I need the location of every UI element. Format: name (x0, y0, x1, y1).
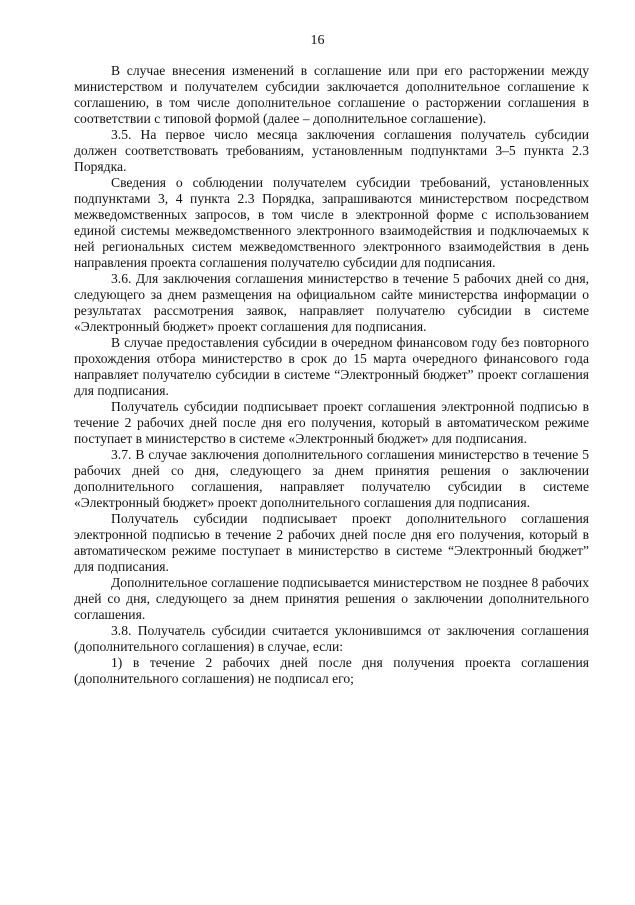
paragraph-next-financial-year: В случае предоставления субсидии в очередном финансовом году без повторного прохождения отбора министерство в срок до 15 марта очередного финансового года направляет получателю субсидии в системе “Электронный бюджет” проект соглашения для подписания. (74, 335, 589, 398)
paragraph-recipient-signs-amendment: Получатель субсидии подписывает проект дополнительного соглашения электронной подписью в течение 2 рабочих дней после дня его получения, который в автоматическом режиме поступает в министерство в системе “Электронный бюджет” для подписания. (74, 511, 589, 574)
paragraph-ministry-signs-amendment: Дополнительное соглашение подписывается министерством не позднее 8 рабочих дней со дня, следующего за днем принятия решения о заключении дополнительного соглашения. (74, 575, 589, 622)
document-body (74, 63, 589, 687)
paragraph-3-8: 3.8. Получатель субсидии считается уклонившимся от заключения соглашения (дополнительного соглашения) в случае, если: (74, 623, 589, 654)
paragraph-3-8-item-1: 1) в течение 2 рабочих дней после дня получения проекта соглашения (дополнительного соглашения) не подписал его; (74, 655, 589, 686)
page-number: 16 (310, 33, 325, 48)
paragraph-3-7: 3.7. В случае заключения дополнительного соглашения министерство в течение 5 рабочих дней со дня, следующего за днем принятия решения о заключении дополнительного соглашения, направляет получателю субсидии в системе «Электронный бюджет» проект дополнительного соглашения для подписания. (74, 447, 589, 510)
paragraph-recipient-signs-agreement: Получатель субсидии подписывает проект соглашения электронной подписью в течение 2 рабочих дней после дня его получения, который в автоматическом режиме поступает в министерство в системе «Электронный бюджет» для подписания. (74, 399, 589, 446)
paragraph-3-6: 3.6. Для заключения соглашения министерство в течение 5 рабочих дней со дня, следующего за днем размещения на официальном сайте министерства информации о результатах рассмотрения заявок, направляет получателю субсидии в системе «Электронный бюджет» проект соглашения для подписания. (74, 271, 589, 334)
paragraph-compliance-info: Сведения о соблюдении получателем субсидии требований, установленных подпунктами 3, 4 пункта 2.3 Порядка, запрашиваются министерством посредством межведомственных запросов, в том числе в электронной форме с использованием единой системы межведомственного электронного взаимодействия и подключаемых к ней региональных систем межведомственного электронного взаимодействия в день направления проекта соглашения получателю субсидии для подписания. (74, 175, 589, 270)
paragraph-3-5: 3.5. На первое число месяца заключения соглашения получатель субсидии должен соответствовать требованиям, установленным подпунктами 3–5 пункта 2.3 Порядка. (74, 127, 589, 174)
paragraph-amendment-agreement: В случае внесения изменений в соглашение или при его расторжении между министерством и получателем субсидии заключается дополнительное соглашение к соглашению, в том числе дополнительное соглашение о расторжении соглашения в соответствии с типовой формой (далее – дополнительное соглашение). (74, 63, 589, 126)
